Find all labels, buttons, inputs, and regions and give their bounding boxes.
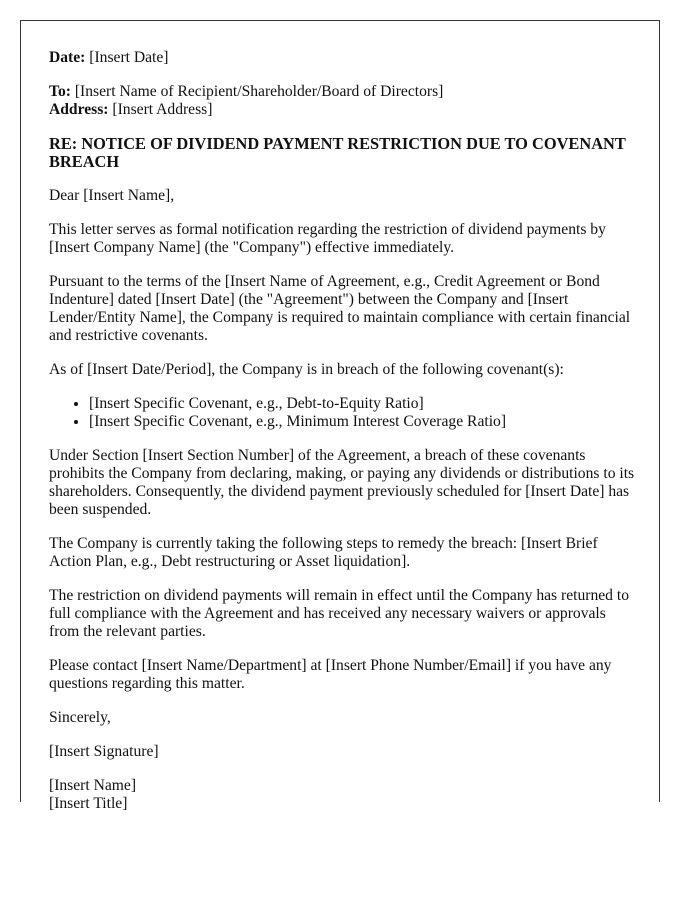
closing: Sincerely, [49,709,111,726]
paragraph-breach-intro: As of [Insert Date/Period], the Company is in breach of the following covenant(s): [49,361,564,378]
letter-content [49,49,639,829]
paragraph-agreement: Pursuant to the terms of the [Insert Name of Agreement, e.g., Credit Agreement or Bond Indenture] dated [Insert Date] (the "Agreement") between the Company and [Insert Lender/Entity Name], the Company is required to maintain compliance with certain financial and restrictive covenants. [49,273,631,344]
paragraph-notification: This letter serves as formal notification regarding the restriction of dividend payments by [Insert Company Name] (the "Company") effective immediately. [49,221,606,256]
paragraph-remedy: The Company is currently taking the following steps to remedy the breach: [Insert Brief Action Plan, e.g., Debt restructuring or Asset liquidation]. [49,535,598,570]
to-label: To: [49,83,71,100]
signer-name: [Insert Name] [49,777,137,794]
subject-heading: RE: NOTICE OF DIVIDEND PAYMENT RESTRICTION DUE TO COVENANT BREACH [49,134,626,171]
paragraph-restriction: The restriction on dividend payments will remain in effect until the Company has returned to full compliance with the Agreement and has received any necessary waivers or approvals from the relevant parties. [49,587,629,640]
signature: [Insert Signature] [49,743,159,760]
date-value: [Insert Date] [85,49,169,66]
signer-title: [Insert Title] [49,795,128,812]
to-value: [Insert Name of Recipient/Shareholder/Board of Directors] [70,83,444,100]
date-label: Date: [49,49,86,66]
date-line [49,49,639,67]
address-value: [Insert Address] [108,101,213,118]
paragraph-contact: Please contact [Insert Name/Department] at [Insert Phone Number/Email] if you have any questions regarding this matter. [49,657,612,692]
paragraph-section: Under Section [Insert Section Number] of the Agreement, a breach of these covenants prohibits the Company from declaring, making, or paying any dividends or distributions to its shareholders. Consequently, the dividend payment previously scheduled for [Insert Date] has been suspended. [49,447,635,518]
covenant-list [49,395,639,431]
covenant-item: • [Insert Specific Covenant, e.g., Debt-to-Equity Ratio] [89,395,639,413]
recipient-block [49,83,639,119]
letter-page [20,20,660,812]
signer-block [49,777,639,813]
address-label: Address: [49,101,109,118]
covenant-item: • [Insert Specific Covenant, e.g., Minimum Interest Coverage Ratio] [89,413,639,431]
salutation: Dear [Insert Name], [49,187,175,204]
